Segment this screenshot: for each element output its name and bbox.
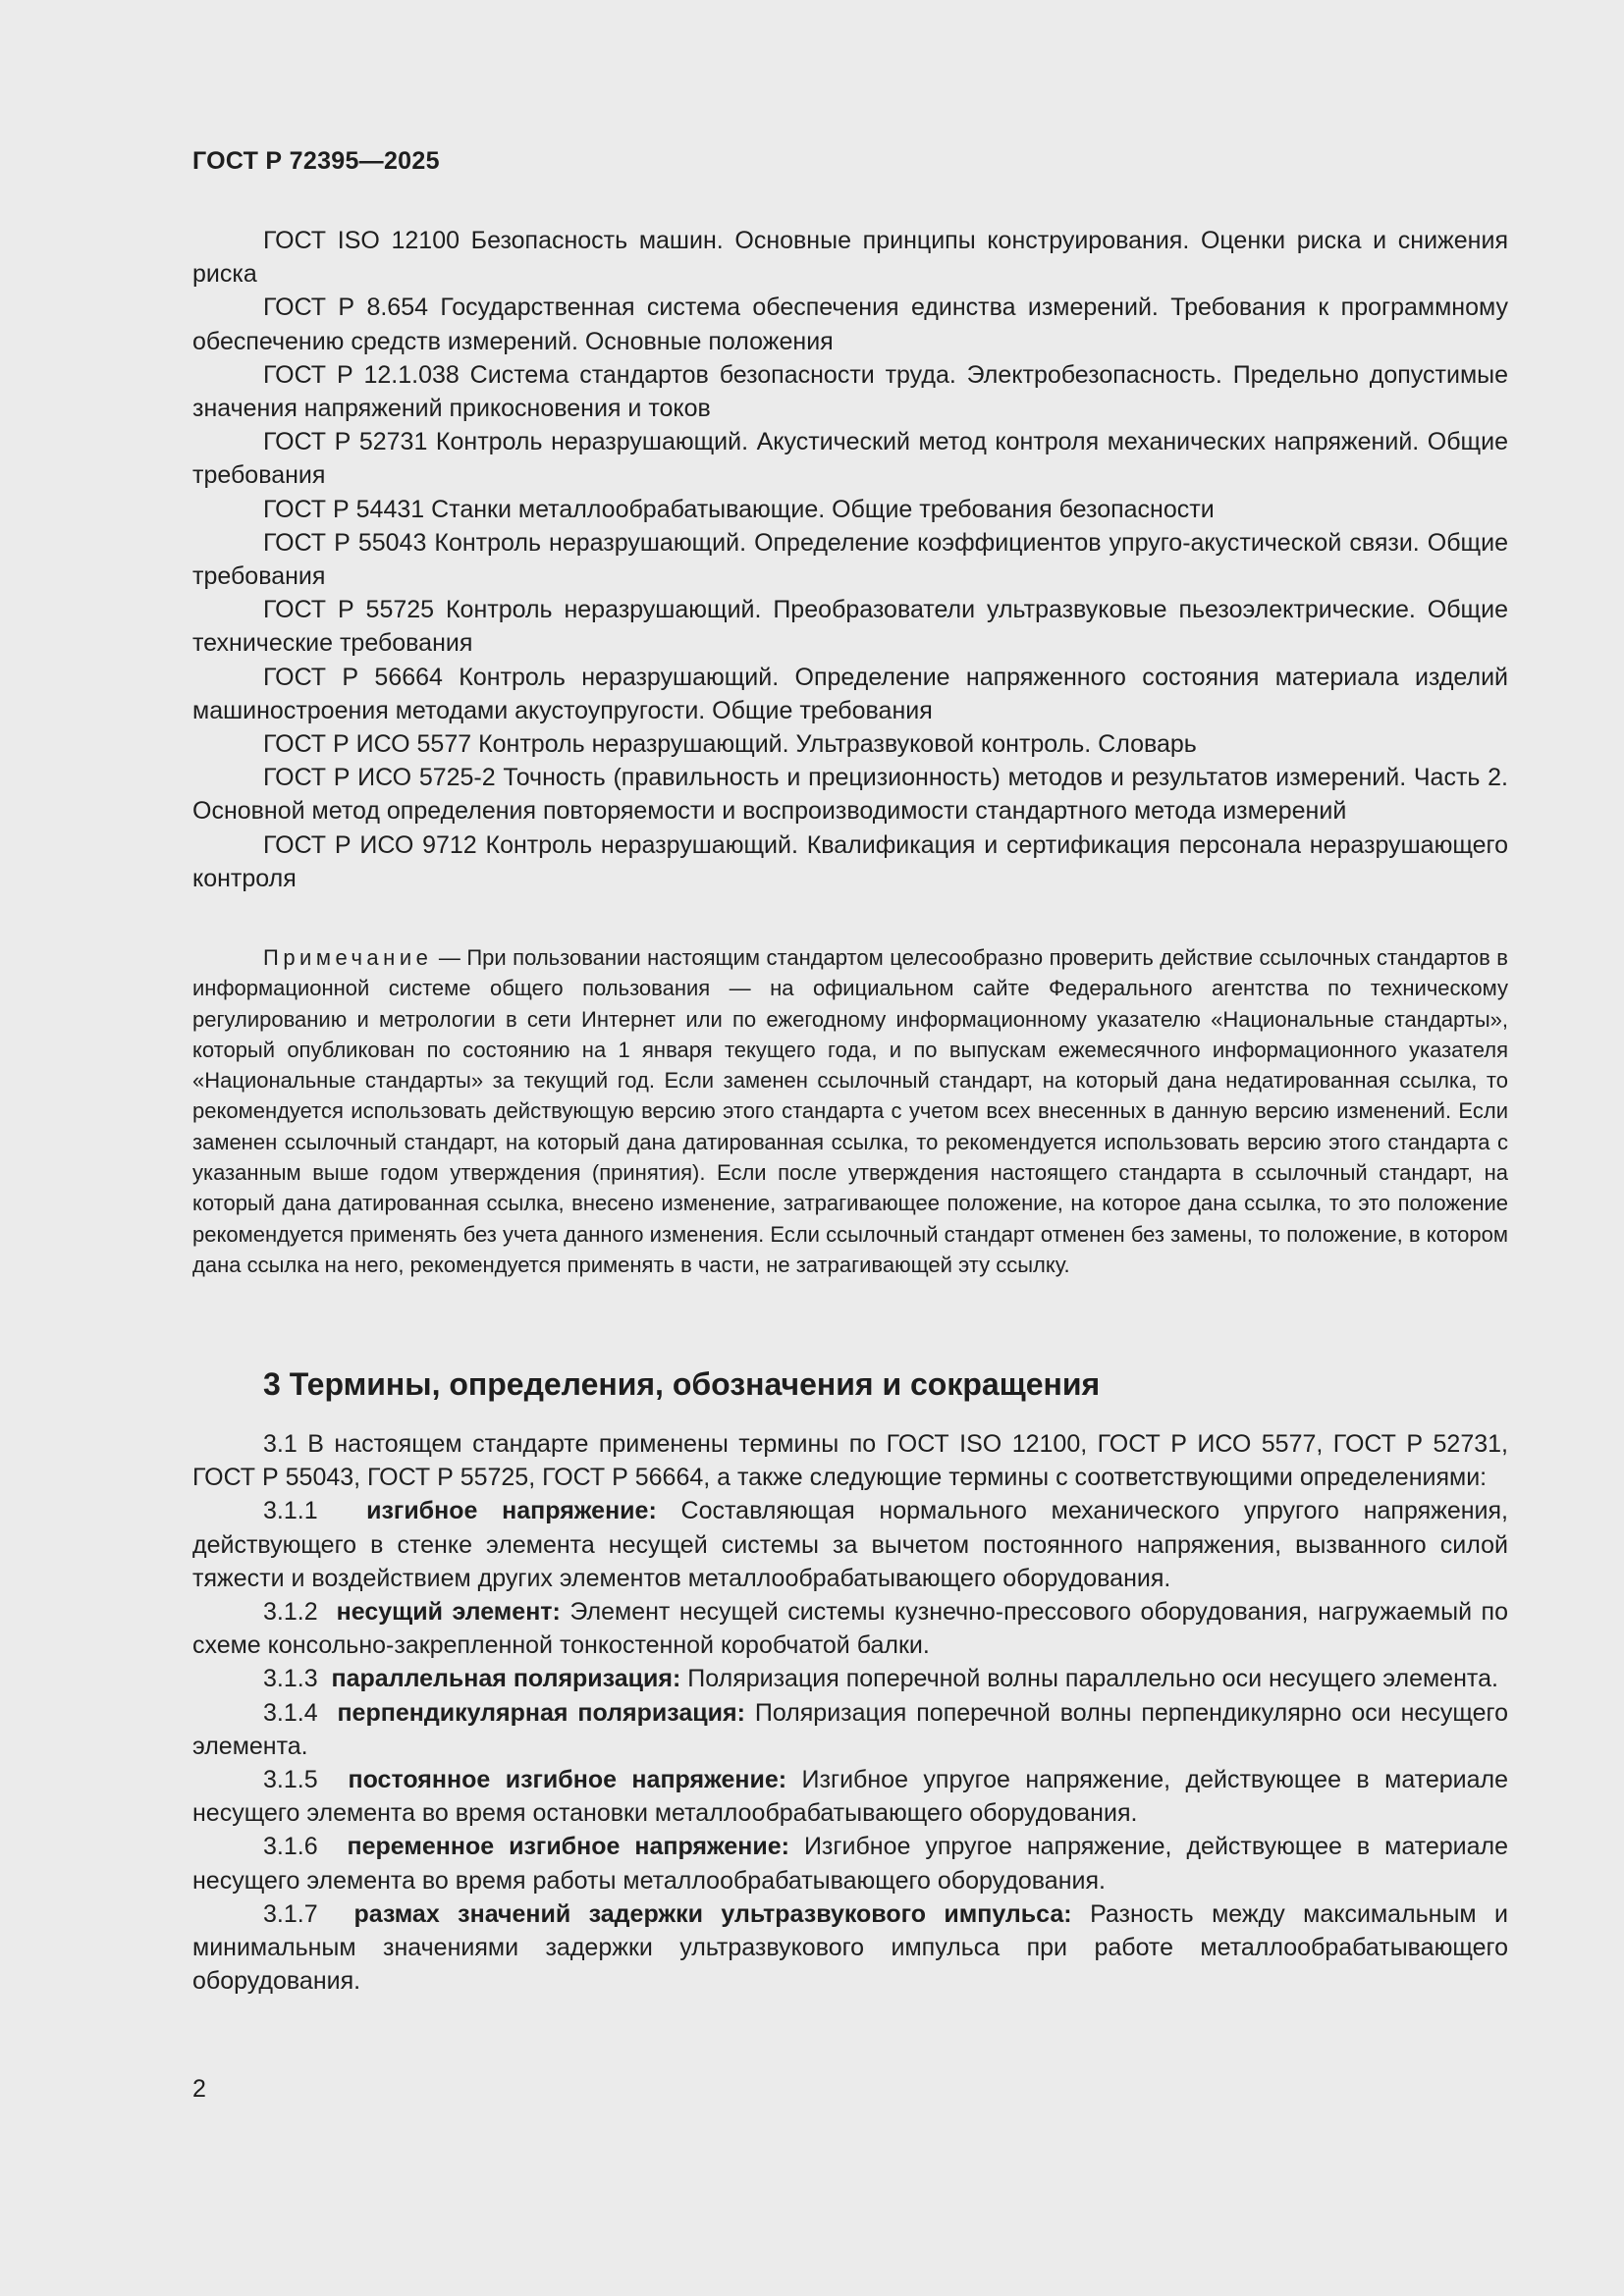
term-number: 3.1.5 [263,1766,318,1794]
section-intro: 3.1 В настоящем стандарте применены термины по ГОСТ ISO 12100, ГОСТ Р ИСО 5577, ГОСТ Р 52731, ГОСТ Р 55043, ГОСТ Р 55725, ГОСТ Р 56664, а также следующие термины с соответствующими определениями: [192,1430,1508,1492]
term-definition-text: Изгибное упругое напряжение, действующее в материале несущего элемента во время работы металлообрабатывающего оборудования. [192,1833,1509,1895]
term-name: параллельная поляризация: [331,1665,681,1693]
document-header: ГОСТ Р 72395—2025 [192,147,440,175]
term-name: постоянное изгибное напряжение: [348,1766,787,1794]
term-definition [192,1763,1508,1830]
term-number: 3.1.1 [263,1497,318,1525]
reference-item: ГОСТ Р 56664 Контроль неразрушающий. Определение напряженного состояния материала изделий машиностроения методами акустоупругости. Общие требования [192,663,1508,724]
term-number: 3.1.7 [263,1899,318,1928]
term-definition-text: Составляющая нормального механического упругого напряжения, действующего в стенке элемента несущей системы за вычетом постоянного напряжения, вызванного силой тяжести и воздействием других элементов металлообрабатывающего оборудования. [192,1497,1508,1592]
term-definition [192,1662,1508,1695]
reference-item: ГОСТ Р 8.654 Государственная система обеспечения единства измерений. Требования к программному обеспечению средств измерений. Основные положения [192,294,1508,355]
reference-item: ГОСТ ISO 12100 Безопасность машин. Основные принципы конструирования. Оценки риска и снижения риска [192,227,1508,289]
term-number: 3.1.2 [263,1598,318,1627]
term-definition [192,1830,1508,1896]
reference-item: ГОСТ Р 55725 Контроль неразрушающий. Преобразователи ультразвуковые пьезоэлектрические. Общие технические требования [192,596,1508,658]
term-definition [192,1696,1508,1763]
reference-item: ГОСТ Р 52731 Контроль неразрушающий. Акустический метод контроля механических напряжений. Общие требования [192,428,1508,490]
note-label: Примечание [263,945,433,970]
term-definition [192,1595,1508,1662]
term-definition-text: Элемент несущей системы кузнечно-прессового оборудования, нагружаемый по схеме консольно-закрепленной тонкостенной коробчатой балки. [192,1598,1508,1660]
reference-item: ГОСТ Р 54431 Станки металлообрабатывающие. Общие требования безопасности [263,495,1215,523]
normative-references-list [192,224,1508,895]
reference-item: ГОСТ Р ИСО 5577 Контроль неразрушающий. Ультразвуковой контроль. Словарь [263,730,1197,759]
section-title: 3 Термины, определения, обозначения и сокращения [263,1366,1101,1402]
reference-item: ГОСТ Р 12.1.038 Система стандартов безопасности труда. Электробезопасность. Предельно допустимые значения напряжений прикосновения и токов [192,360,1508,423]
page-number: 2 [192,2075,206,2103]
term-definition [192,1897,1508,1999]
reference-item: ГОСТ Р ИСО 5725-2 Точность (правильность и прецизионность) методов и результатов измерений. Часть 2. Основной метод определения повторяемости и воспроизводимости стандартного метода измерений [192,764,1508,826]
note-text: — При пользовании настоящим стандартом целесообразно проверить действие ссылочных стандартов в информационной системе общего пользования — на официальном сайте Федерального агентства по техническому регулированию и метрологии в сети Интернет или по ежегодному информационному указателю «Национальные стандарты», который опубликован по состоянию на 1 января текущего года, и по выпускам ежемесячного информационного указателя «Национальные стандарты» за текущий год. Если заменен ссылочный стандарт, на который дана недатированная ссылка, то рекомендуется использовать действующую версию этого стандарта с учетом всех внесенных в данную версию изменений. Если заменен ссылочный стандарт, на который дана датированная ссылка, то рекомендуется использовать версию этого стандарта с указанным выше годом утверждения (принятия). Если после утверждения настоящего стандарта в ссылочный стандарт, на который дана датированная ссылка, внесено изменение, затрагивающее положение, на которое дана ссылка, то это положение рекомендуется применять без учета данного изменения. Если ссылочный стандарт отменен без замены, то положение, в котором дана ссылка на него, рекомендуется применять в части, не затрагивающей эту ссылку. [192,945,1508,1277]
term-definition-text: Поляризация поперечной волны параллельно оси несущего элемента. [687,1665,1498,1693]
term-name: переменное изгибное напряжение: [347,1833,789,1861]
term-definition-text: Разность между максимальным и минимальным значениями задержки ультразвукового импульса при работе металлообрабатывающего оборудования. [192,1899,1508,1996]
reference-item: ГОСТ Р ИСО 9712 Контроль неразрушающий. Квалификация и сертификация персонала неразрушающего контроля [192,830,1508,892]
term-definition [192,1494,1508,1595]
note-paragraph [192,942,1508,1280]
term-name: размах значений задержки ультразвукового импульса: [353,1899,1072,1928]
term-name: изгибное напряжение: [366,1497,657,1525]
term-number: 3.1.6 [263,1833,318,1861]
term-number: 3.1.3 [263,1665,318,1693]
reference-item: ГОСТ Р 55043 Контроль неразрушающий. Определение коэффициентов упруго-акустической связи. Общие требования [192,528,1508,591]
term-name: несущий элемент: [336,1598,561,1627]
term-definition-text: Поляризация поперечной волны перпендикулярно оси несущего элемента. [192,1698,1508,1760]
section-body [192,1427,1508,1998]
term-definition-text: Изгибное упругое напряжение, действующее в материале несущего элемента во время остановки металлообрабатывающего оборудования. [192,1766,1509,1828]
term-number: 3.1.4 [263,1698,318,1727]
term-name: перпендикулярная поляризация: [337,1698,745,1727]
